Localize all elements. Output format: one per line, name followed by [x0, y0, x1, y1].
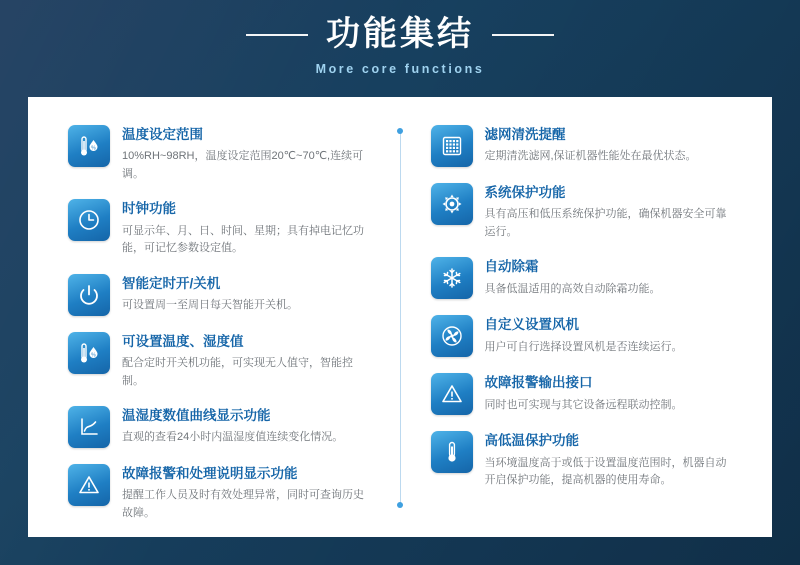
feature-desc: 具有高压和低压系统保护功能，确保机器安全可靠运行。 [484, 208, 727, 238]
feature-item [431, 125, 737, 167]
feature-desc: 可显示年、月、日、时间、星期；具有掉电记忆功能，可记忆参数设定值。 [122, 224, 364, 255]
feature-text [122, 274, 298, 315]
feature-text [485, 431, 737, 489]
feature-desc: 可设置周一至周日每天智能开关机。 [122, 299, 298, 312]
filter-grid-icon [431, 125, 473, 167]
feature-text [485, 125, 697, 166]
page-title: 功能集结 [326, 15, 474, 53]
feature-item [68, 332, 374, 390]
feature-desc: 具备低温适用的高效自动除霜功能。 [484, 282, 661, 295]
feature-desc: 配合定时开关机功能，可实现无人值守，智能控制。 [122, 357, 353, 387]
curve-chart-icon [68, 406, 110, 448]
gear-icon [431, 183, 473, 225]
feature-text [122, 125, 374, 183]
feature-desc: 用户可自行选择设置风机是否连续运行。 [484, 340, 683, 353]
feature-text [485, 315, 683, 356]
thermometer-humidity-icon [68, 332, 110, 374]
page-header [0, 0, 800, 76]
power-icon [68, 274, 110, 316]
feature-text [485, 373, 683, 414]
thermometer-icon [431, 431, 473, 473]
title-rule-right [492, 34, 554, 36]
feature-text [122, 464, 374, 522]
feature-item [68, 199, 374, 257]
feature-item [68, 274, 374, 316]
feature-desc: 10%RH~98RH，温度设定范围20℃~70℃,连续可调。 [122, 150, 364, 180]
fan-icon [431, 315, 473, 357]
feature-item [68, 406, 374, 448]
feature-item [431, 373, 737, 415]
title-rule-left [246, 34, 308, 36]
thermometer-humidity-icon [68, 125, 110, 167]
feature-item [431, 315, 737, 357]
feature-text [122, 332, 374, 390]
feature-desc: 直观的查看24小时内温湿度值连续变化情况。 [122, 431, 344, 444]
feature-item [68, 464, 374, 522]
feature-title: 温湿度数值曲线显示功能 [122, 408, 271, 424]
feature-title: 时钟功能 [122, 201, 176, 217]
svg-text:%: % [91, 145, 96, 152]
features-panel [28, 97, 772, 537]
snowflake-icon [431, 257, 473, 299]
clock-icon [68, 199, 110, 241]
warning-triangle-icon [431, 373, 473, 415]
svg-text:%: % [91, 352, 96, 359]
feature-title: 故障报警输出接口 [484, 375, 593, 391]
feature-text [485, 183, 737, 241]
feature-title: 滤网清洗提醒 [484, 127, 566, 142]
feature-desc: 定期清洗滤网,保证机器性能处在最优状态。 [484, 150, 697, 163]
feature-item [431, 183, 737, 241]
feature-title: 温度设定范围 [122, 127, 203, 142]
feature-desc: 当环境温度高于或低于设置温度范围时，机器自动开启保护功能，提高机器的使用寿命。 [484, 456, 727, 487]
features-column-right [401, 117, 747, 519]
page-subtitle: More core functions [315, 62, 485, 77]
feature-title: 自定义设置风机 [484, 317, 579, 333]
title-row [0, 16, 800, 53]
feature-item [68, 125, 374, 183]
feature-item [431, 257, 737, 299]
feature-title: 高低温保护功能 [484, 433, 579, 449]
feature-title: 可设置温度、湿度值 [122, 333, 244, 349]
feature-text [485, 257, 661, 298]
feature-desc: 提醒工作人员及时有效处理异常，同时可查询历史故障。 [122, 489, 364, 520]
feature-text [122, 406, 343, 447]
features-columns [28, 97, 772, 537]
feature-text [122, 199, 374, 257]
features-column-left [54, 117, 400, 519]
feature-title: 智能定时开/关机 [122, 275, 221, 291]
feature-title: 自动除霜 [484, 259, 539, 275]
feature-desc: 同时也可实现与其它设备远程联动控制。 [484, 398, 683, 411]
feature-title: 故障报警和处理说明显示功能 [122, 466, 298, 482]
feature-item [431, 431, 737, 489]
column-divider [400, 131, 401, 505]
feature-title: 系统保护功能 [484, 185, 566, 200]
warning-triangle-icon [68, 464, 110, 506]
